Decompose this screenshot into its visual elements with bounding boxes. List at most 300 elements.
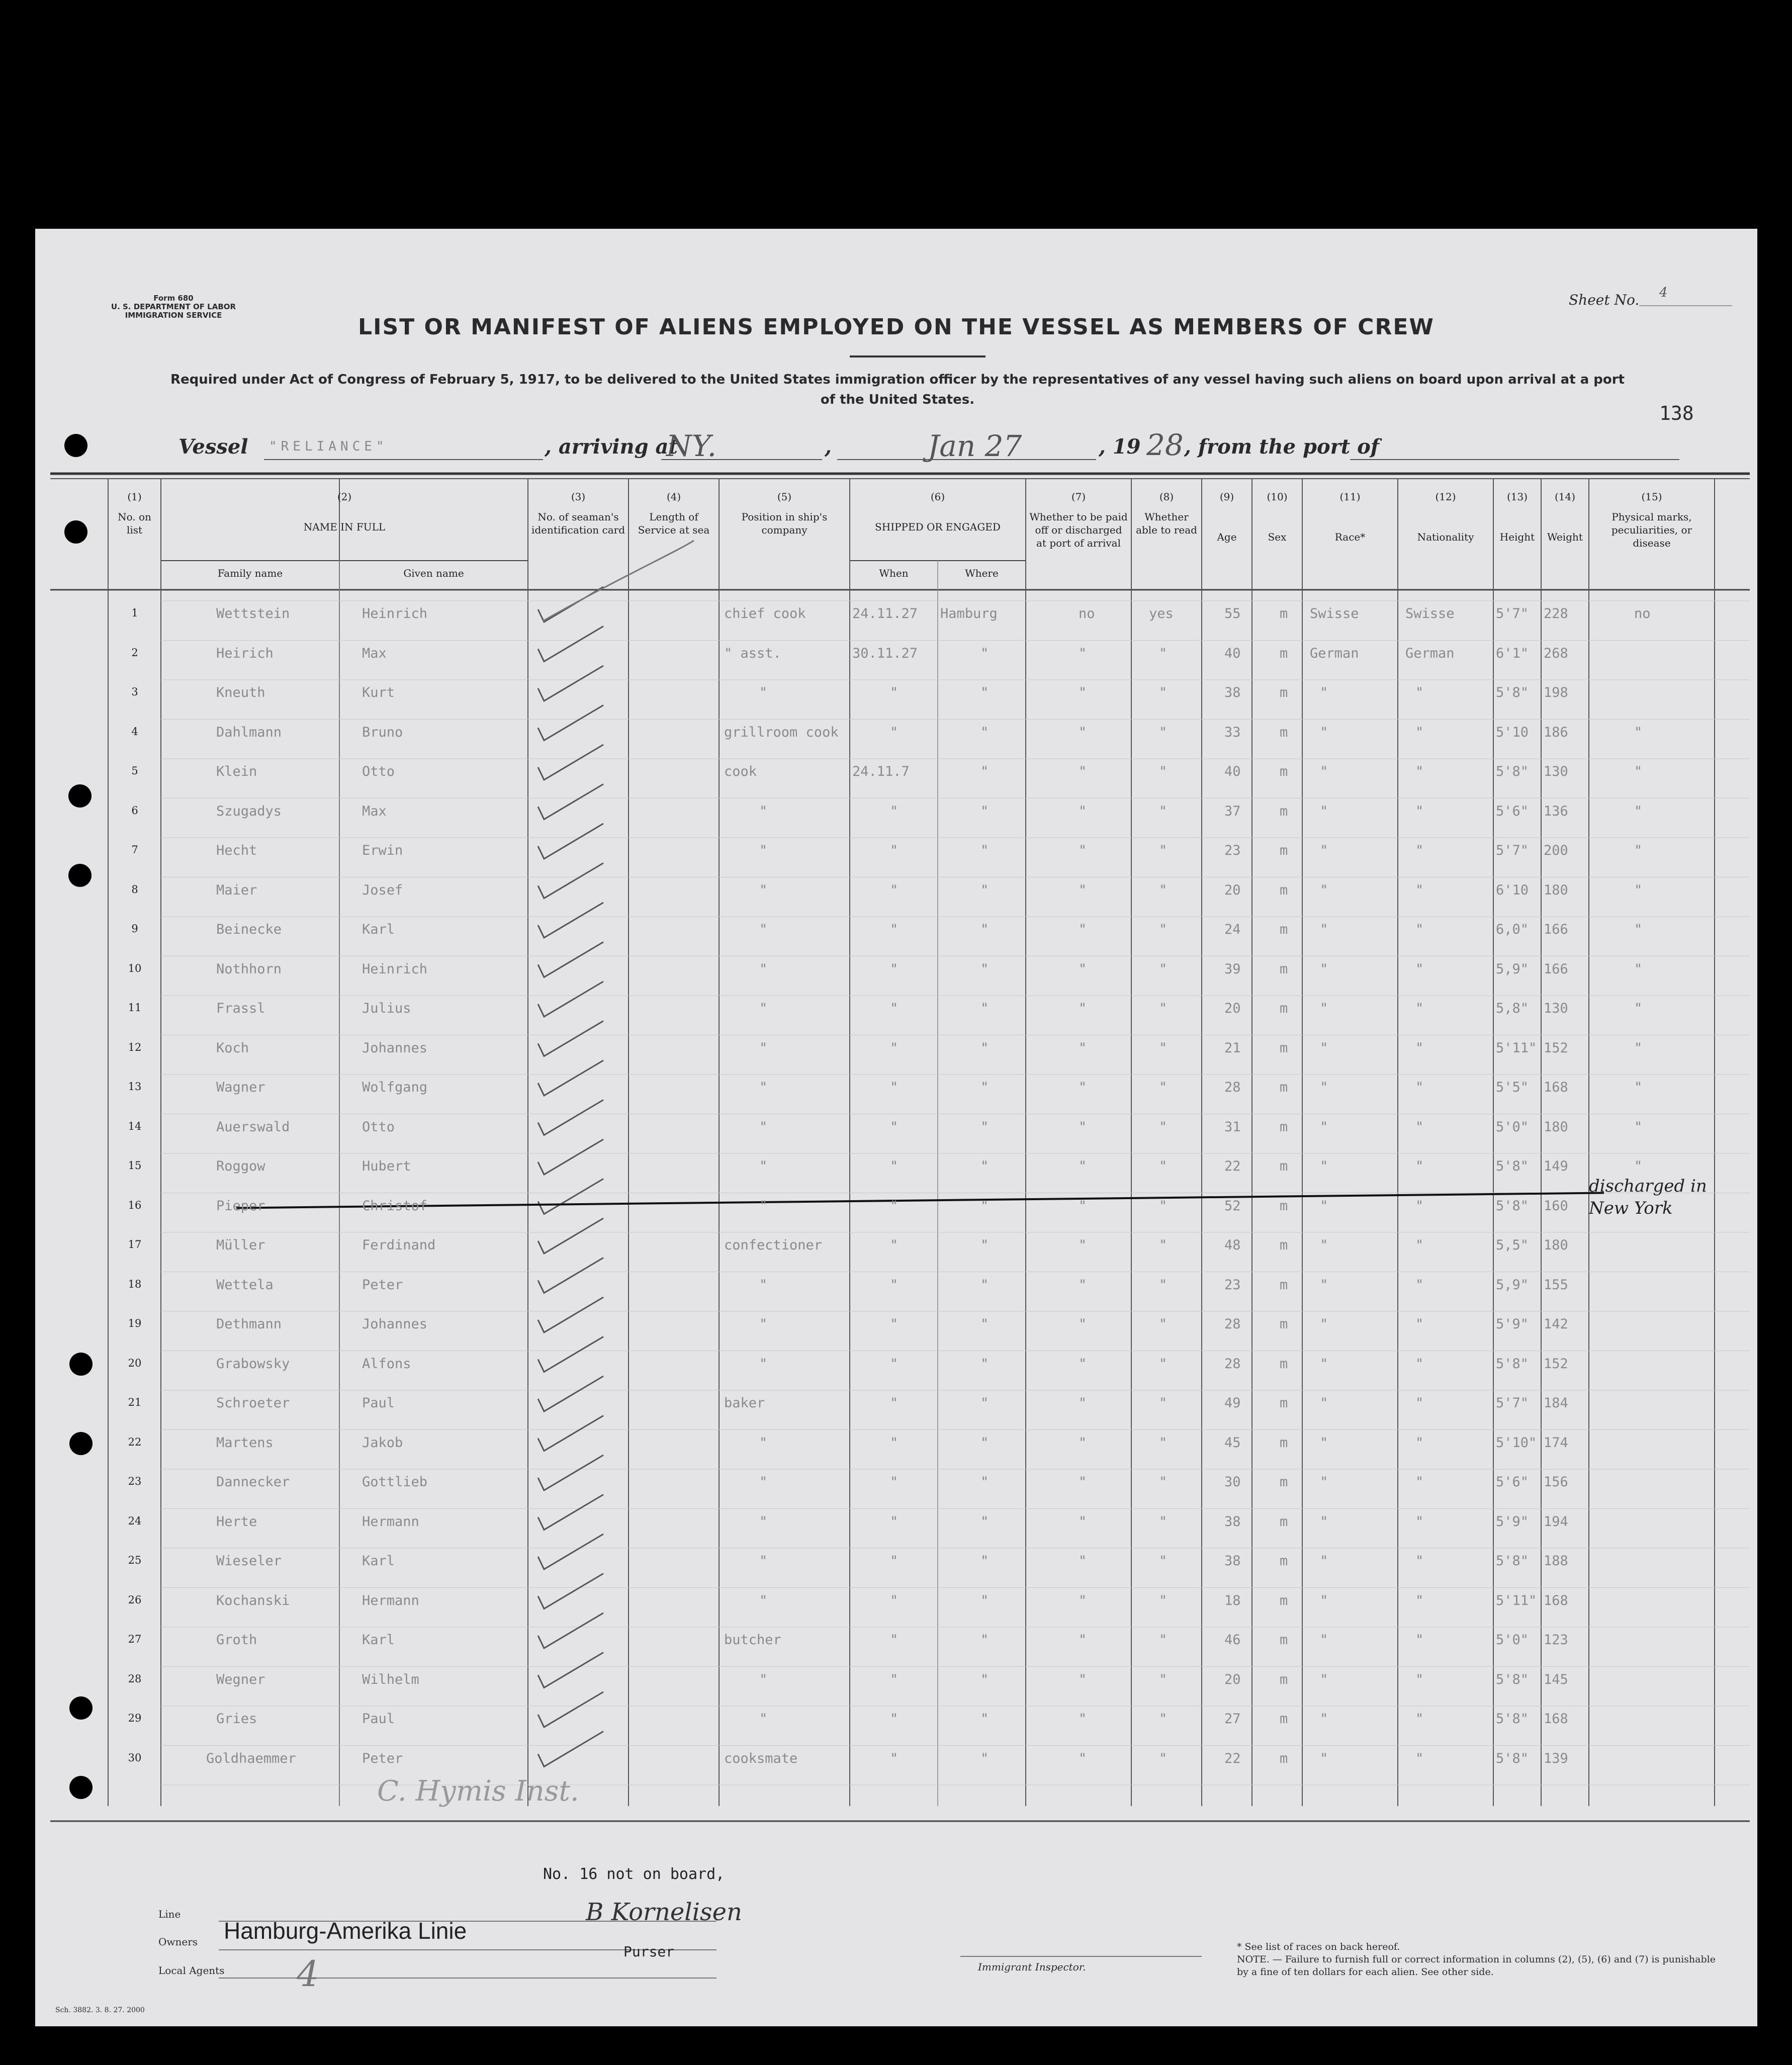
cell-nationality: " bbox=[1415, 1592, 1424, 1608]
cell-height: 5'8" bbox=[1496, 1750, 1529, 1766]
table-row bbox=[35, 1352, 1757, 1392]
table-row bbox=[35, 602, 1757, 642]
cell-height: 5'8" bbox=[1496, 1711, 1529, 1727]
cell-weight: 180 bbox=[1544, 1237, 1568, 1253]
cell-race: " bbox=[1320, 764, 1328, 779]
cell-marks: " bbox=[1634, 803, 1643, 819]
cell-where: " bbox=[980, 961, 989, 977]
footer-notes bbox=[1237, 1941, 1730, 1979]
column-label-where: Where bbox=[965, 567, 999, 579]
row-number: 6 bbox=[131, 804, 138, 817]
cell-position: " bbox=[759, 1356, 768, 1372]
cell-nationality: German bbox=[1405, 645, 1455, 661]
table-row bbox=[35, 1628, 1757, 1668]
cell-family: Szugadys bbox=[216, 803, 282, 819]
cell-height: 5'9" bbox=[1496, 1513, 1529, 1530]
cell-height: 5,9" bbox=[1496, 1277, 1529, 1293]
cell-sex: m bbox=[1280, 843, 1288, 858]
cell-weight: 168 bbox=[1544, 1711, 1568, 1727]
column-number-c5: (5) bbox=[777, 491, 792, 503]
table-row bbox=[35, 642, 1757, 681]
cell-given: Jakob bbox=[362, 1434, 403, 1451]
cell-family: Beinecke bbox=[216, 922, 282, 937]
cell-sex: m bbox=[1280, 922, 1288, 937]
cell-when: " bbox=[890, 1277, 899, 1293]
cell-read: " bbox=[1159, 1553, 1168, 1569]
cell-sex: m bbox=[1280, 803, 1288, 819]
cell-paid: " bbox=[1079, 1316, 1087, 1332]
cell-marks: " bbox=[1634, 882, 1643, 898]
cell-when: " bbox=[890, 1592, 899, 1608]
cell-read: " bbox=[1159, 645, 1168, 661]
cell-read: " bbox=[1159, 1119, 1168, 1135]
cell-race: " bbox=[1320, 882, 1328, 898]
column-number-c7: (7) bbox=[1071, 491, 1086, 503]
cell-sex: m bbox=[1280, 764, 1288, 779]
cell-family: Wettstein bbox=[216, 606, 290, 621]
arriving-port: NY. bbox=[666, 429, 716, 463]
cell-height: 5'10 bbox=[1496, 724, 1529, 740]
cell-position: grillroom cook bbox=[724, 724, 839, 740]
cell-weight: 160 bbox=[1544, 1198, 1568, 1214]
cell-age: 46 bbox=[1224, 1632, 1241, 1648]
cell-where: " bbox=[980, 1277, 989, 1293]
cell-height: 6'10 bbox=[1496, 882, 1529, 898]
cell-height: 5'7" bbox=[1496, 606, 1529, 621]
table-row bbox=[35, 918, 1757, 957]
cell-given: Gottlieb bbox=[362, 1474, 428, 1490]
cell-sex: m bbox=[1280, 1474, 1288, 1490]
cell-read: " bbox=[1159, 764, 1168, 779]
cell-when: " bbox=[890, 1001, 899, 1016]
cell-race: " bbox=[1320, 1395, 1328, 1411]
row-number: 8 bbox=[131, 883, 138, 895]
cell-marks: " bbox=[1634, 843, 1643, 858]
cell-age: 52 bbox=[1224, 1198, 1241, 1214]
cell-read: " bbox=[1159, 1040, 1168, 1056]
cell-weight: 180 bbox=[1544, 1119, 1568, 1135]
cell-family: Kneuth bbox=[216, 685, 265, 700]
column-label-c7: Whether to be paid off or discharged at port of arrival bbox=[1029, 511, 1128, 549]
cell-nationality: " bbox=[1415, 843, 1424, 858]
cell-weight: 149 bbox=[1544, 1158, 1568, 1174]
cell-nationality: " bbox=[1415, 724, 1424, 740]
cell-where: " bbox=[980, 1553, 989, 1569]
column-number-c11: (11) bbox=[1339, 491, 1361, 503]
cell-when: " bbox=[890, 1040, 899, 1056]
cell-family: Kochanski bbox=[216, 1592, 290, 1608]
cell-nationality: " bbox=[1415, 922, 1424, 937]
cell-family: Herte bbox=[216, 1513, 257, 1530]
cell-paid: " bbox=[1079, 1277, 1087, 1293]
cell-read: " bbox=[1159, 1632, 1168, 1648]
cell-age: 18 bbox=[1224, 1592, 1241, 1608]
cell-height: 5'5" bbox=[1496, 1080, 1529, 1095]
cell-race: " bbox=[1320, 1316, 1328, 1332]
cell-position: " bbox=[759, 1080, 768, 1095]
column-number-c12: (12) bbox=[1435, 491, 1456, 503]
cell-sex: m bbox=[1280, 1316, 1288, 1332]
cell-paid: " bbox=[1079, 1040, 1087, 1056]
cell-nationality: " bbox=[1415, 1632, 1424, 1648]
cell-race: " bbox=[1320, 843, 1328, 858]
row-number: 13 bbox=[128, 1081, 142, 1093]
row-number: 19 bbox=[128, 1317, 142, 1329]
column-label-c10: Sex bbox=[1268, 531, 1287, 543]
row-number: 11 bbox=[128, 1002, 142, 1014]
cell-paid: " bbox=[1079, 803, 1087, 819]
column-label-c12: Nationality bbox=[1417, 531, 1474, 543]
cell-age: 39 bbox=[1224, 961, 1241, 977]
cell-weight: 130 bbox=[1544, 764, 1568, 779]
punch-hole bbox=[64, 520, 87, 544]
cell-given: Christof bbox=[362, 1198, 428, 1214]
cell-when: " bbox=[890, 1119, 899, 1135]
cell-position: " bbox=[759, 1316, 768, 1332]
cell-race: " bbox=[1320, 1592, 1328, 1608]
cell-nationality: " bbox=[1415, 1158, 1424, 1174]
cell-paid: " bbox=[1079, 843, 1087, 858]
table-row bbox=[35, 1075, 1757, 1115]
cell-when: " bbox=[890, 1474, 899, 1490]
agents-mark: 4 bbox=[297, 1953, 319, 1995]
cell-race: German bbox=[1310, 645, 1359, 661]
cell-race: " bbox=[1320, 1198, 1328, 1214]
date-comma: , bbox=[825, 435, 832, 459]
row-number: 2 bbox=[131, 646, 138, 659]
cell-paid: " bbox=[1079, 1395, 1087, 1411]
column-label-c5: Position in ship's company bbox=[741, 511, 828, 536]
cell-sex: m bbox=[1280, 1080, 1288, 1095]
cell-nationality: " bbox=[1415, 882, 1424, 898]
cell-race: " bbox=[1320, 1711, 1328, 1727]
cell-height: 6,0" bbox=[1496, 922, 1529, 937]
cell-position: " asst. bbox=[724, 645, 781, 661]
cell-given: Karl bbox=[362, 1553, 395, 1569]
cell-family: Müller bbox=[216, 1237, 265, 1253]
cell-weight: 156 bbox=[1544, 1474, 1568, 1490]
cell-position: " bbox=[759, 803, 768, 819]
cell-marks: " bbox=[1634, 1001, 1643, 1016]
cell-given: Hermann bbox=[362, 1513, 419, 1530]
table-row bbox=[35, 760, 1757, 799]
cell-family: Dahlmann bbox=[216, 724, 282, 740]
table-row bbox=[35, 1510, 1757, 1550]
cell-weight: 188 bbox=[1544, 1553, 1568, 1569]
cell-age: 28 bbox=[1224, 1316, 1241, 1332]
column-number-c14: (14) bbox=[1554, 491, 1576, 503]
cell-sex: m bbox=[1280, 1711, 1288, 1727]
department: U. S. DEPARTMENT OF LABOR bbox=[111, 302, 236, 311]
cell-given: Peter bbox=[362, 1750, 403, 1766]
cell-nationality: " bbox=[1415, 1553, 1424, 1569]
sheet-number: 4 bbox=[1659, 285, 1668, 300]
cell-age: 48 bbox=[1224, 1237, 1241, 1253]
table-row bbox=[35, 957, 1757, 997]
column-label-c2: NAME IN FULL bbox=[303, 521, 386, 533]
column-number-c13: (13) bbox=[1506, 491, 1528, 503]
cell-where: " bbox=[980, 685, 989, 700]
cell-weight: 139 bbox=[1544, 1750, 1568, 1766]
cell-position: butcher bbox=[724, 1632, 781, 1648]
column-number-c3: (3) bbox=[571, 491, 586, 503]
cell-sex: m bbox=[1280, 1395, 1288, 1411]
cell-paid: " bbox=[1079, 645, 1087, 661]
cell-given: Otto bbox=[362, 1119, 395, 1135]
cell-read: " bbox=[1159, 1356, 1168, 1372]
arriving-label: , arriving at bbox=[545, 435, 678, 459]
cell-sex: m bbox=[1280, 606, 1288, 621]
cell-weight: 180 bbox=[1544, 882, 1568, 898]
cell-where: " bbox=[980, 1040, 989, 1056]
cell-nationality: " bbox=[1415, 685, 1424, 700]
column-label-c9: Age bbox=[1217, 531, 1237, 543]
cell-race: " bbox=[1320, 1434, 1328, 1451]
cell-when: " bbox=[890, 843, 899, 858]
table-row bbox=[35, 1115, 1757, 1155]
page-subtitle: Required under Act of Congress of February 5, 1917, to be delivered to the United States immigration officer by the representatives of any vessel having such aliens on board upon arrival at a port of the United States. bbox=[170, 372, 1625, 407]
cell-weight: 152 bbox=[1544, 1356, 1568, 1372]
cell-weight: 194 bbox=[1544, 1513, 1568, 1530]
cell-where: " bbox=[980, 1119, 989, 1135]
column-label-when: When bbox=[879, 567, 909, 579]
cell-read: " bbox=[1159, 1198, 1168, 1214]
cell-age: 40 bbox=[1224, 645, 1241, 661]
cell-height: 5,9" bbox=[1496, 961, 1529, 977]
cell-weight: 142 bbox=[1544, 1316, 1568, 1332]
cell-age: 28 bbox=[1224, 1356, 1241, 1372]
cell-when: " bbox=[890, 961, 899, 977]
column-label-c11: Race* bbox=[1334, 531, 1366, 543]
cell-when: " bbox=[890, 1711, 899, 1727]
vessel-label: Vessel bbox=[178, 435, 248, 459]
cell-race: " bbox=[1320, 724, 1328, 740]
row-number: 9 bbox=[131, 923, 138, 935]
cell-sex: m bbox=[1280, 1001, 1288, 1016]
cell-nationality: " bbox=[1415, 1237, 1424, 1253]
table-row bbox=[35, 1589, 1757, 1629]
table-row bbox=[35, 1176, 1757, 1234]
cell-where: " bbox=[980, 1316, 989, 1332]
cell-position: " bbox=[759, 1198, 768, 1214]
row-number: 1 bbox=[131, 607, 138, 619]
column-label-c13: Height bbox=[1499, 531, 1535, 543]
cell-sex: m bbox=[1280, 1750, 1288, 1766]
cell-age: 23 bbox=[1224, 843, 1241, 858]
cell-read: " bbox=[1159, 882, 1168, 898]
cell-nationality: " bbox=[1415, 1513, 1424, 1530]
cell-read: " bbox=[1159, 1277, 1168, 1293]
cell-where: " bbox=[980, 803, 989, 819]
cell-marks: " bbox=[1634, 1119, 1643, 1135]
cell-paid: " bbox=[1079, 1119, 1087, 1135]
cell-where: " bbox=[980, 1513, 989, 1530]
cell-read: " bbox=[1159, 961, 1168, 977]
cell-height: 5'9" bbox=[1496, 1316, 1529, 1332]
cell-when: " bbox=[890, 882, 899, 898]
cell-race: " bbox=[1320, 1001, 1328, 1016]
table-row bbox=[35, 799, 1757, 839]
column-label-family: Family name bbox=[217, 567, 283, 579]
row-number: 28 bbox=[128, 1672, 142, 1685]
cell-sex: m bbox=[1280, 1513, 1288, 1530]
column-number-c8: (8) bbox=[1159, 491, 1174, 503]
punch-hole bbox=[69, 1353, 93, 1376]
cell-read: " bbox=[1159, 1711, 1168, 1727]
owners-label: Owners bbox=[158, 1936, 198, 1948]
cell-height: 5'11" bbox=[1496, 1040, 1537, 1056]
cell-weight: 186 bbox=[1544, 724, 1568, 740]
row-number: 10 bbox=[128, 962, 142, 974]
cell-weight: 166 bbox=[1544, 961, 1568, 977]
row-number: 18 bbox=[128, 1278, 142, 1290]
cell-weight: 198 bbox=[1544, 685, 1568, 700]
cell-position: " bbox=[759, 922, 768, 937]
cell-where: " bbox=[980, 764, 989, 779]
cell-race: " bbox=[1320, 1040, 1328, 1056]
table-row bbox=[35, 1036, 1757, 1076]
row-number: 15 bbox=[128, 1159, 142, 1172]
sheet-label: Sheet No. bbox=[1569, 292, 1640, 308]
cell-family: Roggow bbox=[216, 1158, 265, 1174]
cell-paid: " bbox=[1079, 961, 1087, 977]
cell-where: Hamburg bbox=[940, 606, 998, 621]
cell-where: " bbox=[980, 1671, 989, 1687]
cell-marks: " bbox=[1634, 764, 1643, 779]
punch-hole bbox=[64, 434, 87, 457]
not-on-board-note: No. 16 not on board, bbox=[543, 1865, 725, 1883]
cell-family: Frassl bbox=[216, 1001, 265, 1016]
cell-race: " bbox=[1320, 1356, 1328, 1372]
cell-given: Heinrich bbox=[362, 606, 428, 621]
cell-where: " bbox=[980, 922, 989, 937]
owners-value: Hamburg-Amerika Linie bbox=[224, 1918, 467, 1944]
table-row bbox=[35, 878, 1757, 918]
sheet-number-line bbox=[1639, 305, 1732, 306]
punch-hole bbox=[69, 1432, 93, 1455]
cell-height: 5'8" bbox=[1496, 764, 1529, 779]
cell-weight: 145 bbox=[1544, 1671, 1568, 1687]
cell-sex: m bbox=[1280, 1356, 1288, 1372]
line-label: Line bbox=[158, 1908, 181, 1920]
cell-marks: " bbox=[1634, 922, 1643, 937]
cell-when: " bbox=[890, 724, 899, 740]
cell-height: 6'1" bbox=[1496, 645, 1529, 661]
column-label-c4: Length of Service at sea bbox=[638, 511, 710, 536]
row-number: 17 bbox=[128, 1238, 142, 1250]
row-number: 5 bbox=[131, 765, 138, 777]
cell-given: Paul bbox=[362, 1711, 395, 1727]
cell-where: " bbox=[980, 843, 989, 858]
cell-when: " bbox=[890, 1434, 899, 1451]
cell-height: 5'8" bbox=[1496, 1198, 1529, 1214]
cell-marks: no bbox=[1634, 606, 1651, 621]
cell-when: " bbox=[890, 1671, 899, 1687]
cell-where: " bbox=[980, 1592, 989, 1608]
row-number: 4 bbox=[131, 725, 138, 738]
cell-where: " bbox=[980, 1434, 989, 1451]
cell-paid: " bbox=[1079, 764, 1087, 779]
scribble-signature: C. Hymis Inst. bbox=[377, 1775, 579, 1808]
cell-sex: m bbox=[1280, 1119, 1288, 1135]
cell-marks: discharged in New York bbox=[1589, 1176, 1707, 1218]
cell-read: " bbox=[1159, 1592, 1168, 1608]
stamp-number: 138 bbox=[1659, 402, 1694, 424]
row-number: 29 bbox=[128, 1712, 142, 1724]
cell-weight: 268 bbox=[1544, 645, 1568, 661]
cell-paid: " bbox=[1079, 1592, 1087, 1608]
row-number: 20 bbox=[128, 1357, 142, 1369]
cell-age: 27 bbox=[1224, 1711, 1241, 1727]
cell-when: " bbox=[890, 1316, 899, 1332]
cell-position: cook bbox=[724, 764, 757, 779]
inspector-rule bbox=[960, 1956, 1202, 1957]
cell-paid: " bbox=[1079, 1553, 1087, 1569]
cell-weight: 136 bbox=[1544, 803, 1568, 819]
cell-where: " bbox=[980, 882, 989, 898]
cell-nationality: " bbox=[1415, 1316, 1424, 1332]
cell-paid: " bbox=[1079, 724, 1087, 740]
cell-when: " bbox=[890, 1237, 899, 1253]
manifest-sheet bbox=[35, 229, 1757, 2026]
cell-nationality: Swisse bbox=[1405, 606, 1455, 621]
cell-position: " bbox=[759, 1434, 768, 1451]
row-number: 26 bbox=[128, 1593, 142, 1606]
cell-age: 20 bbox=[1224, 882, 1241, 898]
service: IMMIGRATION SERVICE bbox=[125, 311, 222, 320]
cell-height: 5'10" bbox=[1496, 1434, 1537, 1451]
column-label-c1: No. on list bbox=[118, 511, 151, 536]
table-row bbox=[35, 1747, 1757, 1786]
cell-race: " bbox=[1320, 1671, 1328, 1687]
table-row bbox=[35, 1233, 1757, 1273]
cell-given: Ferdinand bbox=[362, 1237, 436, 1253]
cell-nationality: " bbox=[1415, 1080, 1424, 1095]
row-number: 7 bbox=[131, 844, 138, 856]
cell-height: 5'6" bbox=[1496, 803, 1529, 819]
cell-nationality: " bbox=[1415, 1198, 1424, 1214]
cell-sex: m bbox=[1280, 961, 1288, 977]
cell-given: Johannes bbox=[362, 1040, 428, 1056]
cell-height: 5'8" bbox=[1496, 685, 1529, 700]
cell-position: baker bbox=[724, 1395, 765, 1411]
row-number: 25 bbox=[128, 1554, 142, 1566]
cell-weight: 152 bbox=[1544, 1040, 1568, 1056]
cell-marks: " bbox=[1634, 961, 1643, 977]
column-label-c8: Whether able to read bbox=[1136, 511, 1197, 536]
cell-position: " bbox=[759, 1592, 768, 1608]
cell-nationality: " bbox=[1415, 1395, 1424, 1411]
table-row bbox=[35, 997, 1757, 1036]
cell-sex: m bbox=[1280, 1040, 1288, 1056]
punch-hole bbox=[69, 1776, 93, 1799]
cell-sex: m bbox=[1280, 1434, 1288, 1451]
punch-hole bbox=[69, 1696, 93, 1720]
cell-paid: " bbox=[1079, 1198, 1087, 1214]
cell-race: " bbox=[1320, 1632, 1328, 1648]
cell-age: 33 bbox=[1224, 724, 1241, 740]
form-number: Form 680 bbox=[153, 294, 194, 303]
cell-read: " bbox=[1159, 1671, 1168, 1687]
cell-read: " bbox=[1159, 685, 1168, 700]
cell-given: Hubert bbox=[362, 1158, 411, 1174]
cell-height: 5'0" bbox=[1496, 1119, 1529, 1135]
cell-race: " bbox=[1320, 1750, 1328, 1766]
cell-read: " bbox=[1159, 1158, 1168, 1174]
cell-marks: " bbox=[1634, 724, 1643, 740]
cell-given: Wilhelm bbox=[362, 1671, 419, 1687]
cell-weight: 200 bbox=[1544, 843, 1568, 858]
